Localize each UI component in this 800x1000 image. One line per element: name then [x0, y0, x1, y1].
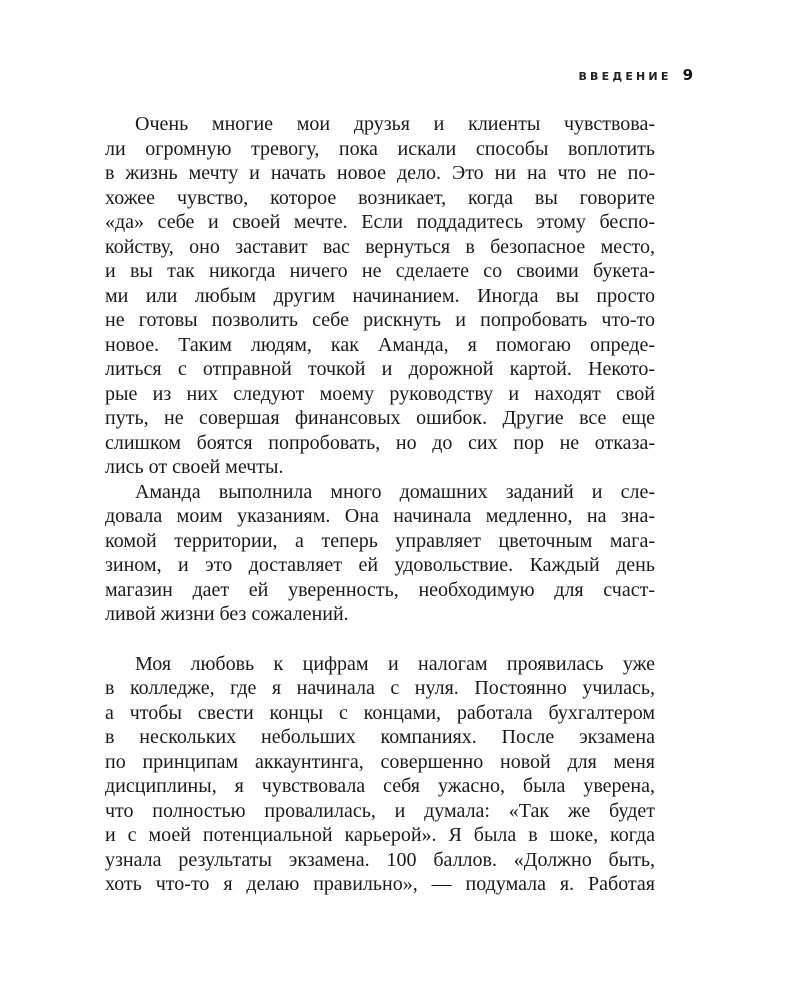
text-line: ли огромную тревогу, пока искали способы воплотить	[105, 137, 655, 160]
text-line: узнала результаты экзамена. 100 баллов. «Должно быть,	[105, 848, 655, 871]
text-line: магазин дает ей уверенность, необходимую для счаст-	[105, 578, 655, 601]
text-line: довала моим указаниям. Она начинала медленно, на зна-	[105, 505, 655, 527]
text-line: ми или любым другим начинанием. Иногда вы просто	[105, 284, 655, 307]
text-line: рые из них следуют моему руководству и находят свой	[105, 382, 655, 405]
text-line: и с моей потенциальной карьерой». Я была в шоке, когда	[105, 824, 655, 846]
text-line: комой территории, а теперь управляет цветочным мага-	[105, 529, 655, 552]
text-line: новое. Таким людям, как Аманда, я помогаю опреде-	[105, 333, 655, 356]
text-line: путь, не совершая финансовых ошибок. Другие все еще	[105, 407, 655, 429]
text-line: дисциплины, я чувствовала себя ужасно, была уверена,	[105, 775, 655, 797]
text-line: в колледже, где я начинала с нуля. Постоянно училась,	[105, 677, 655, 699]
text-line: Аманда выполнила много домашних заданий и сле-	[135, 480, 655, 503]
text-line: по принципам аккаунтинга, совершенно новой для меня	[105, 750, 655, 773]
text-line: койству, оно заставит вас вернуться в безопасное место,	[105, 235, 655, 258]
text-line: в жизнь мечту и начать новое дело. Это ни на что не по-	[105, 162, 655, 184]
text-line: хоть что-то я делаю правильно», — подумала я. Работая	[105, 873, 655, 895]
text-line: литься с отправной точкой и дорожной картой. Некото-	[105, 358, 655, 380]
running-head	[578, 66, 693, 84]
text-line: слишком боятся попробовать, но до сих пор не отказа-	[105, 431, 655, 454]
text-line: Очень многие мои друзья и клиенты чувствова-	[135, 113, 655, 135]
text-line: а чтобы свести концы с концами, работала бухгалтером	[105, 701, 655, 724]
paragraph	[105, 480, 655, 627]
section-title: ВВЕДЕНИЕ	[578, 70, 672, 83]
page-number: 9	[682, 66, 693, 84]
body-text	[105, 112, 655, 897]
text-line: и вы так никогда ничего не сделаете со своими букета-	[105, 260, 655, 282]
text-line: лись от своей мечты.	[105, 456, 284, 478]
text-line: Моя любовь к цифрам и налогам проявилась уже	[135, 652, 655, 675]
text-line: что полностью провалилась, и думала: «Так же будет	[105, 799, 655, 822]
paragraph	[105, 652, 655, 897]
text-line: ливой жизни без сожалений.	[105, 603, 349, 625]
text-line: зином, и это доставляет ей удовольствие. Каждый день	[105, 554, 655, 576]
text-line: в нескольких небольших компаниях. После экзамена	[105, 726, 655, 748]
text-line: не готовы позволить себе рискнуть и попробовать что-то	[105, 309, 655, 331]
text-line: хожее чувство, которое возникает, когда вы говорите	[105, 186, 655, 209]
text-line: «да» себе и своей мечте. Если поддадитесь этому беспо-	[105, 211, 655, 233]
paragraph	[105, 112, 655, 480]
